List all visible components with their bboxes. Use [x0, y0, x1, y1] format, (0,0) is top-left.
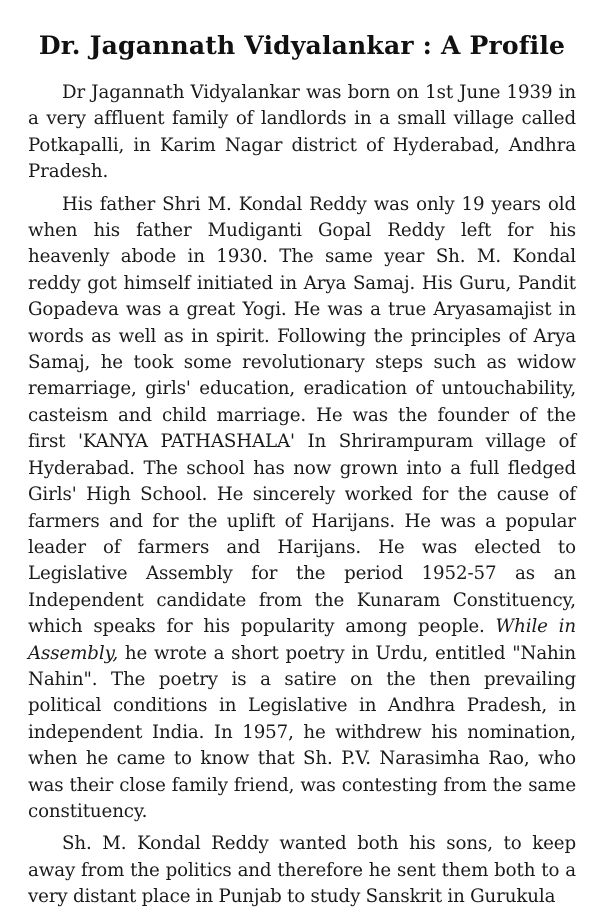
paragraph-father — [28, 192, 576, 826]
paragraph-father-text-b: he wrote a short poetry in Urdu, entitled "Nahin Nahin". The poetry is a satire on the then prevailing political conditions in Legislative in Andhra Pradesh, in independent India. In 1957, he withdrew his nomination, when he came to know that Sh. P.V. Narasimha Rao, who was their close family friend, was contesting from the same constituency. — [28, 642, 576, 822]
paragraph-father-italic-phrase: While in Assembly, — [28, 616, 576, 664]
paragraph-sons: Sh. M. Kondal Reddy wanted both his sons, to keep away from the politics and therefore he sent them both to a very distant place in Punjab to study Sanskrit in Gurukula — [28, 833, 576, 908]
paragraph-birth: Dr Jagannath Vidyalankar was born on 1st June 1939 in a very affluent family of landlords in a small village called Potkapalli, in Karim Nagar district of Hyderabad, Andhra Pradesh. — [28, 82, 576, 183]
paragraph-father-text-a: His father Shri M. Kondal Reddy was only 19 years old when his father Mudiganti Gopal Reddy left for his heavenly abode in 1930. The same year Sh. M. Kondal reddy got himself initiated in Arya Samaj. His Guru, Pandit Gopadeva was a great Yogi. He was a true Aryasamajist in words as well as in spirit. Following the principles of Arya Samaj, he took some revolutionary steps such as widow remarriage, girls' education, eradication of untouchability, casteism and child marriage. He was the founder of the first 'KANYA PATHASHALA' In Shrirampuram village of Hyderabad. The school has now grown into a full fledged Girls' High School. He sincerely worked for the cause of farmers and for the uplift of Harijans. He was a popular leader of farmers and Harijans. He was elected to Legislative Assembly for the period 1952-57 as an Independent candidate from the Kunaram Constituency, which speaks for his popularity among people. — [28, 193, 576, 638]
document-title: Dr. Jagannath Vidyalankar : A Profile — [38, 31, 566, 60]
